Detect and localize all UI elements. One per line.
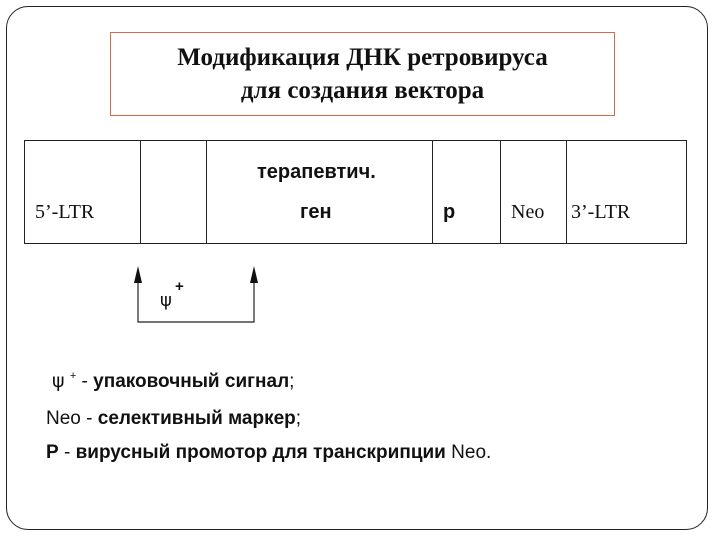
legend-p-desc: вирусный промотор для транскрипции (75, 442, 446, 463)
label-neo: Neo (511, 201, 545, 223)
legend-psi-desc: упаковочный сигнал (93, 371, 290, 392)
label-therapeutic-line2: ген (300, 201, 332, 223)
label-3-ltr: 3’-LTR (571, 201, 631, 223)
legend-psi (52, 370, 294, 393)
legend-neo-end: ; (295, 408, 302, 429)
legend-neo-term: Neo (46, 408, 81, 429)
label-promoter: р (443, 201, 456, 223)
legend-psi-end: ; (289, 371, 295, 392)
legend-neo (46, 408, 301, 430)
arrow-up-left-icon (134, 266, 142, 283)
legend-psi-plus: + (69, 370, 77, 382)
legend-p-dash: - (58, 442, 76, 463)
label-5-ltr: 5’-LTR (35, 201, 95, 223)
legend-p-tail: Neo. (445, 442, 492, 463)
psi-bracket-line (138, 282, 254, 322)
label-therapeutic-line1: терапевтич. (257, 161, 376, 183)
psi-plus: + (175, 278, 184, 295)
legend-p-term: Р (46, 442, 59, 463)
title-line-2: для создания вектора (240, 77, 485, 104)
title-line-1: Модификация ДНК ретровируса (177, 44, 548, 71)
legend-neo-desc: селективный маркер (97, 408, 296, 429)
arrow-up-right-icon (250, 266, 258, 283)
psi-symbol: ψ (160, 290, 172, 311)
legend-psi-symbol: ψ (52, 370, 65, 392)
legend-psi-dash: - (76, 371, 94, 392)
legend-neo-dash: - (80, 408, 98, 429)
legend-promoter (46, 442, 491, 464)
